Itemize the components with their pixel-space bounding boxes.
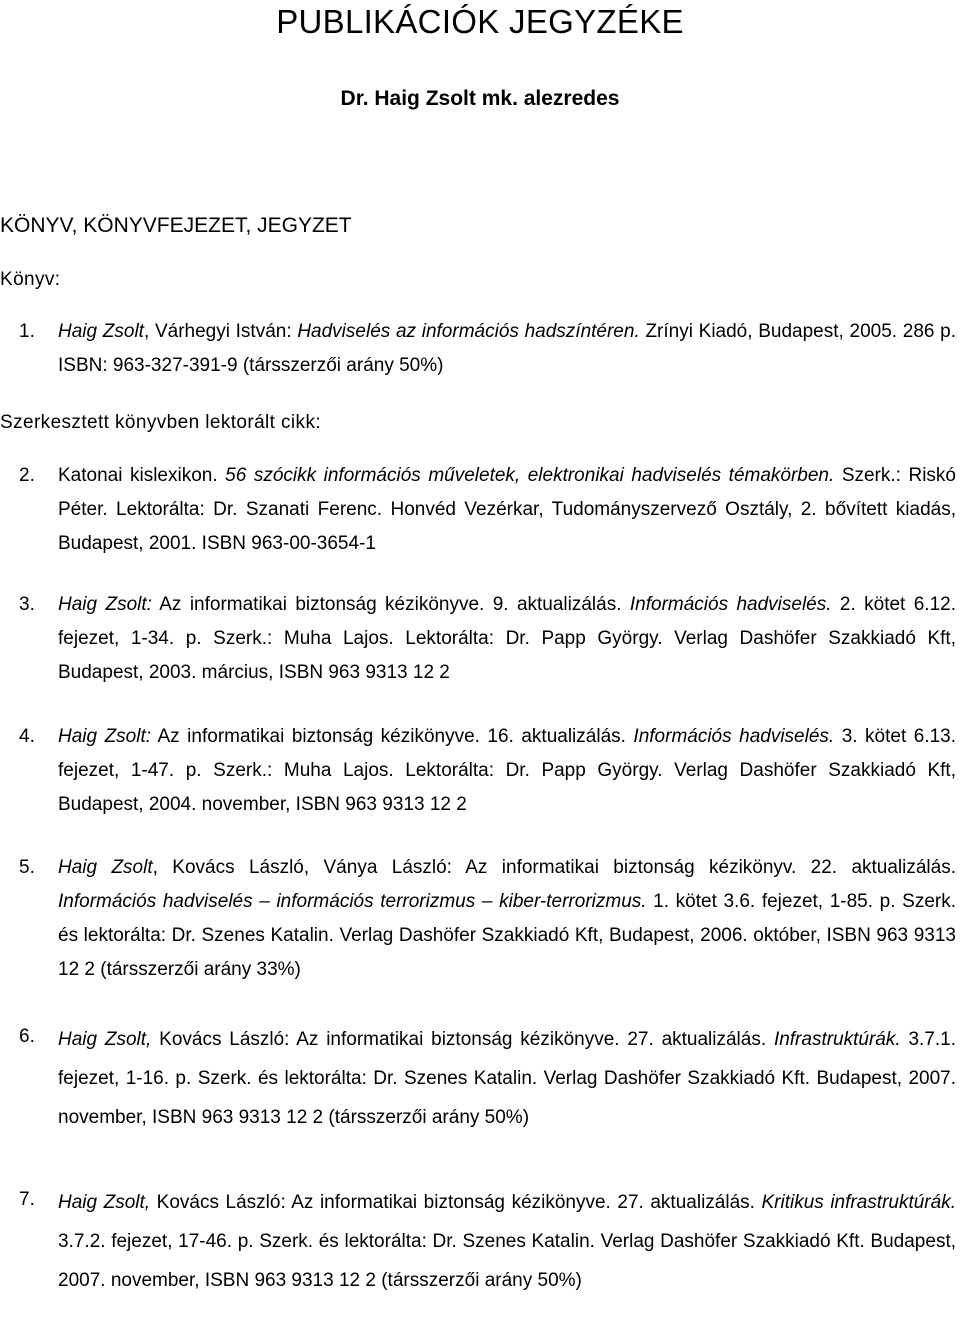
publication-entry-2 bbox=[0, 459, 956, 561]
entry-text: Haig Zsolt, Kovács László: Az informatikai biztonság kézikönyve. 27. aktualizálás. Infrastruktúrák. 3.7.1. fejezet, 1-16. p. Szerk. és lektorálta: Dr. Szenes Katalin. Verlag Dashöfer Szakkiadó Kft. Budapest, 2007. november, ISBN 963 9313 12 2 (társszerzői arány 50%) bbox=[58, 1029, 956, 1128]
entry-title: Információs hadviselés. bbox=[629, 594, 832, 615]
entry-text: Haig Zsolt, Kovács László, Ványa László: Az informatikai biztonság kézikönyv. 22. aktualizálás. Információs hadviselés – információs terrorizmus – kiber-terrorizmus. 1. kötet 3.6. fejezet, 1-85. p. Szerk. és lektorálta: Dr. Szenes Katalin. Verlag Dashöfer Szakkiadó Kft, Budapest, 2006. október, ISBN 963 9313 12 2 (társszerzői arány 33%) bbox=[58, 857, 957, 980]
entry-title: Információs hadviselés – információs terrorizmus – kiber-terrorizmus. bbox=[58, 891, 647, 912]
entry-number: 4. bbox=[19, 726, 35, 747]
entry-text: Haig Zsolt: Az informatikai biztonság kézikönyve. 16. aktualizálás. Információs hadviselés. 3. kötet 6.13. fejezet, 1-47. p. Szerk.: Muha Lajos. Lektorálta: Dr. Papp György. Verlag Dashöfer Szakkiadó Kft, Budapest, 2004. november, ISBN 963 9313 12 2 bbox=[58, 726, 956, 815]
entry-title: Információs hadviselés. bbox=[633, 726, 835, 747]
publication-entry-6 bbox=[0, 1020, 956, 1137]
entry-title: Hadviselés az információs hadszíntéren. bbox=[297, 321, 640, 342]
entry-author: Haig Zsolt: bbox=[58, 726, 152, 747]
publication-entry-4 bbox=[0, 720, 956, 822]
entry-text: Haig Zsolt, Várhegyi István: Hadviselés az információs hadszíntéren. Zrínyi Kiadó, Budapest, 2005. 286 p. ISBN: 963-327-391-9 (társszerzői arány 50%) bbox=[58, 321, 957, 376]
section-heading: KÖNYV, KÖNYVFEJEZET, JEGYZET bbox=[0, 214, 352, 237]
entry-text: Haig Zsolt, Kovács László: Az informatikai biztonság kézikönyve. 27. aktualizálás. Kritikus infrastruktúrák. 3.7.2. fejezet, 17-46. p. Szerk. és lektorálta: Dr. Szenes Katalin. Verlag Dashöfer Szakkiadó Kft. Budapest, 2007. november, ISBN 963 9313 12 2 (társszerzői arány 50%) bbox=[58, 1192, 956, 1291]
entry-text: Katonai kislexikon. 56 szócikk információs műveletek, elektronikai hadviselés témakörben. Szerk.: Riskó Péter. Lektorálta: Dr. Szanati Ferenc. Honvéd Vezérkar, Tudományszervező Osztály, 2. bővített kiadás, Budapest, 2001. ISBN 963-00-3654-1 bbox=[58, 465, 956, 554]
entry-number: 7. bbox=[19, 1189, 35, 1210]
publication-entry-1 bbox=[0, 315, 956, 383]
entry-number: 3. bbox=[19, 594, 35, 615]
entry-number: 6. bbox=[19, 1026, 35, 1047]
edited-book-label: Szerkesztett könyvben lektorált cikk: bbox=[0, 412, 322, 433]
publication-entry-3 bbox=[0, 588, 956, 690]
entry-number: 5. bbox=[19, 857, 35, 878]
entry-author: Haig Zsolt bbox=[58, 321, 144, 342]
page-title: PUBLIKÁCIÓK JEGYZÉKE bbox=[276, 3, 684, 40]
entry-title: Infrastruktúrák. bbox=[773, 1029, 901, 1050]
publication-entry-5 bbox=[0, 851, 956, 987]
entry-number: 1. bbox=[19, 321, 35, 342]
entry-author: Haig Zsolt: bbox=[58, 594, 152, 615]
entry-title: Kritikus infrastruktúrák. bbox=[761, 1192, 956, 1213]
publication-entry-7 bbox=[0, 1183, 956, 1300]
entry-author: Haig Zsolt, bbox=[58, 1192, 151, 1213]
author-name: Dr. Haig Zsolt mk. alezredes bbox=[340, 87, 620, 110]
entry-title: 56 szócikk információs műveletek, elektronikai hadviselés témakörben. bbox=[225, 465, 835, 486]
entry-text: Haig Zsolt: Az informatikai biztonság kézikönyve. 9. aktualizálás. Információs hadviselés. 2. kötet 6.12. fejezet, 1-34. p. Szerk.: Muha Lajos. Lektorálta: Dr. Papp György. Verlag Dashöfer Szakkiadó Kft, Budapest, 2003. március, ISBN 963 9313 12 2 bbox=[58, 594, 956, 683]
entry-author: Haig Zsolt bbox=[58, 857, 153, 878]
entry-author: Haig Zsolt, bbox=[58, 1029, 152, 1050]
entry-number: 2. bbox=[19, 465, 35, 486]
books-label: Könyv: bbox=[0, 269, 61, 290]
